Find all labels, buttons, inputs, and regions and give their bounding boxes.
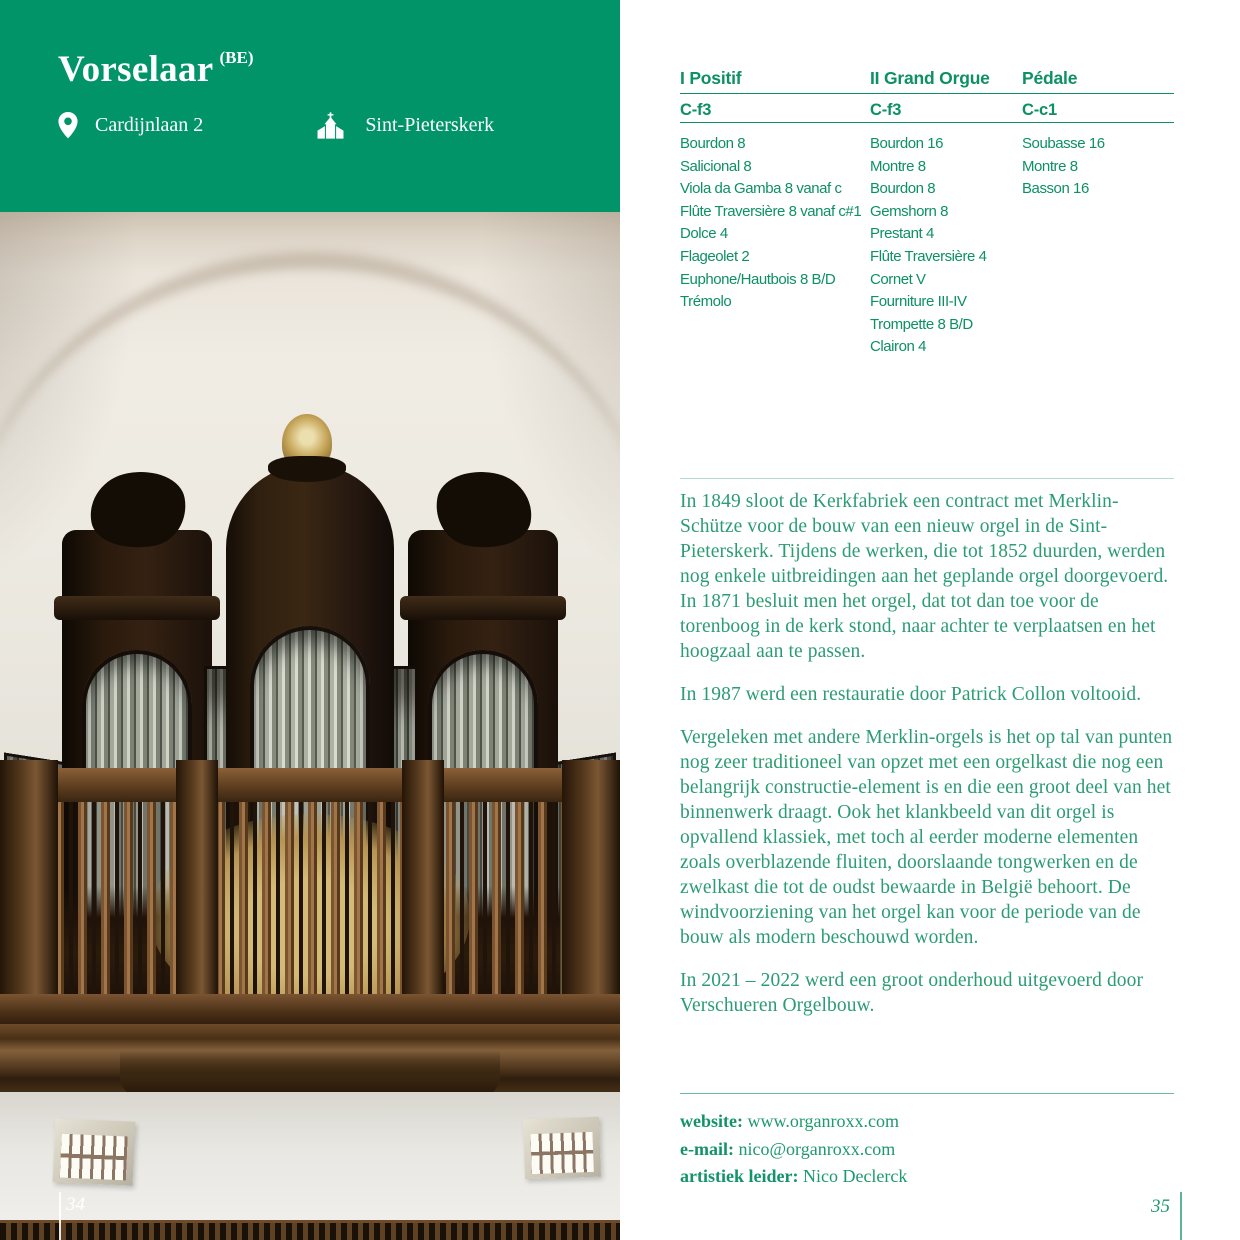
email-value: nico@organroxx.com xyxy=(738,1138,896,1159)
stop-item: Viola da Gamba 8 vanaf c xyxy=(680,180,842,198)
article-rule-top xyxy=(680,478,1174,479)
stop-item: Basson 16 xyxy=(1022,180,1089,198)
contact-email-line xyxy=(680,1136,1176,1164)
page-title xyxy=(58,48,253,91)
stop-list xyxy=(870,133,1022,359)
paragraph: In 1987 werd een restauratie door Patrick Collon voltooid. xyxy=(680,684,1142,705)
email-label: e-mail: xyxy=(680,1138,734,1159)
manual-column-positif xyxy=(680,64,870,359)
contact-leader-line xyxy=(680,1163,1176,1191)
address-row xyxy=(58,112,578,139)
organ-photo xyxy=(0,212,620,1240)
page-number-divider-right xyxy=(1180,1192,1182,1240)
church-name: Sint-Pieterskerk xyxy=(365,114,495,136)
stop-item: Montre 8 xyxy=(1022,157,1078,175)
contact-website-line xyxy=(680,1108,1176,1136)
contact-rule xyxy=(680,1093,1174,1094)
table-rule-top xyxy=(680,93,1174,94)
stop-list-columns xyxy=(680,64,1174,359)
city-name: Vorselaar xyxy=(58,49,214,90)
manual-range: C-c1 xyxy=(1022,101,1057,119)
organ-gold-crest xyxy=(282,414,332,472)
balcony-pier xyxy=(562,760,620,1024)
table-rule-bottom xyxy=(680,122,1174,123)
stop-item: Bourdon 16 xyxy=(870,135,944,152)
article-text xyxy=(680,489,1176,1018)
stop-item: Flûte Traversière 4 xyxy=(870,247,987,265)
leader-value: Nico Declerck xyxy=(802,1166,908,1186)
location-header xyxy=(0,0,620,212)
contact-block xyxy=(680,1108,1176,1191)
stop-item: Euphone/Hautbois 8 B/D xyxy=(680,270,836,288)
light-louver-grid xyxy=(530,1132,593,1174)
stop-item: Flûte Traversière 8 vanaf c#1 xyxy=(680,202,862,220)
church-icon xyxy=(315,112,346,139)
light-louver-grid xyxy=(60,1134,128,1181)
photo-dentil-molding xyxy=(0,1220,620,1240)
stop-item: Cornet V xyxy=(870,270,926,288)
ceiling-light-right xyxy=(523,1117,601,1180)
manual-column-pedale xyxy=(1022,64,1174,359)
street-address: Cardijnlaan 2 xyxy=(95,114,204,136)
balcony-pier xyxy=(402,760,444,1024)
stop-item: Soubasse 16 xyxy=(1022,135,1105,152)
leader-label: artistiek leider: xyxy=(680,1166,799,1186)
page-number-right: 35 xyxy=(1151,1196,1170,1217)
stop-item: Dolce 4 xyxy=(680,225,728,243)
balcony-pier xyxy=(176,760,218,1024)
church-item xyxy=(315,112,494,139)
manual-header: Pédale xyxy=(1022,68,1078,88)
stop-item: Salicional 8 xyxy=(680,157,752,175)
manual-header: II Grand Orgue xyxy=(870,68,990,88)
stop-item: Flageolet 2 xyxy=(680,247,750,265)
balcony-pier xyxy=(0,760,58,1024)
ceiling-light-left xyxy=(53,1118,136,1185)
stop-item: Trompette 8 B/D xyxy=(870,315,973,333)
stop-list-table xyxy=(680,64,1174,359)
paragraph: In 1849 sloot de Kerkfabriek een contract met Merklin-Schütze voor de bouw van een nieuw orgel in de Sint-Pieterskerk. Tijdens de werken, die tot 1852 duurden, werden nog enkele uitbreidingen aan het geplande orgel doorgevoerd. In 1871 besluit men het orgel, dat tot dan toe voor de torenboog in de kerk stond, naar achter te verplaatsen en het hoogzaal aan te passen. xyxy=(680,491,1169,662)
stop-list xyxy=(1022,133,1174,201)
page-number-left: 34 xyxy=(66,1194,85,1215)
stop-item: Gemshorn 8 xyxy=(870,202,949,220)
paragraph: Vergeleken met andere Merklin-orgels is het op tal van punten nog zeer traditioneel van opzet met een orgelkast die nog een belangrijk constructie-element is en die een groot deel van het binnenwerk draagt. Ook het klankbeeld van dit orgel is opvallend klassiek, met toch al eerder moderne elementen zoals overblazende fluiten, doorslaande tongwerken en de zwelkast die tot de oudst bewaarde in België behoort. De windvoorziening van het orgel kan voor de periode van de bouw als modern beschouwd worden. xyxy=(680,727,1173,948)
stop-item: Montre 8 xyxy=(870,157,926,175)
stop-item: Prestant 4 xyxy=(870,225,934,243)
stop-item: Clairon 4 xyxy=(870,338,926,356)
stop-list xyxy=(680,133,870,314)
balcony-balusters xyxy=(0,802,620,1000)
location-pin-icon xyxy=(58,112,78,139)
paragraph: In 2021 – 2022 werd een groot onderhoud uitgevoerd door Verschueren Orgelbouw. xyxy=(680,970,1144,1016)
balcony-base-rail xyxy=(0,994,620,1024)
manual-header: I Positif xyxy=(680,68,742,88)
right-page xyxy=(620,0,1240,1240)
stop-item: Bourdon 8 xyxy=(680,135,746,152)
stop-item: Trémolo xyxy=(680,293,732,311)
balcony-cornice xyxy=(0,1024,620,1098)
website-label: website: xyxy=(680,1111,743,1131)
balcony-handrail xyxy=(0,768,620,802)
address-item xyxy=(58,112,203,139)
manual-range: C-f3 xyxy=(870,101,902,119)
stop-item: Bourdon 8 xyxy=(870,180,936,198)
manual-range: C-f3 xyxy=(680,101,712,119)
organ-balcony xyxy=(0,768,620,1098)
website-value: www.organroxx.com xyxy=(747,1111,899,1131)
manual-column-grand-orgue xyxy=(870,64,1022,359)
stop-item: Fourniture III-IV xyxy=(870,293,967,311)
page-number-divider-left xyxy=(59,1192,61,1240)
country-code: (BE) xyxy=(219,48,254,67)
